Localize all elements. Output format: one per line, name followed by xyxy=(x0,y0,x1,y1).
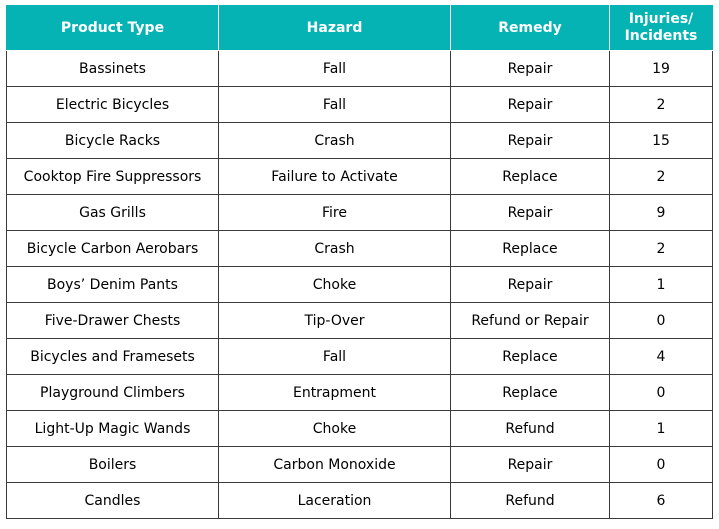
header-hazard xyxy=(219,6,451,51)
injuries-cell: 19 xyxy=(610,51,713,87)
table-row xyxy=(7,231,713,267)
table-body xyxy=(7,51,713,519)
table-row xyxy=(7,447,713,483)
remedy-cell: Repair xyxy=(451,123,610,159)
header-product-type xyxy=(7,6,219,51)
product-type-cell: Bassinets xyxy=(7,51,219,87)
injuries-cell: 2 xyxy=(610,231,713,267)
remedy-cell: Replace xyxy=(451,231,610,267)
remedy-cell: Replace xyxy=(451,339,610,375)
hazard-cell: Tip-Over xyxy=(219,303,451,339)
injuries-cell: 0 xyxy=(610,375,713,411)
hazard-cell: Choke xyxy=(219,267,451,303)
injuries-cell: 0 xyxy=(610,303,713,339)
hazard-cell: Crash xyxy=(219,123,451,159)
product-type-cell: Playground Climbers xyxy=(7,375,219,411)
table-row xyxy=(7,159,713,195)
product-type-cell: Gas Grills xyxy=(7,195,219,231)
remedy-cell: Refund or Repair xyxy=(451,303,610,339)
recall-table xyxy=(6,5,713,519)
hazard-cell: Choke xyxy=(219,411,451,447)
hazard-cell: Fall xyxy=(219,87,451,123)
table-row xyxy=(7,267,713,303)
hazard-cell: Entrapment xyxy=(219,375,451,411)
injuries-cell: 9 xyxy=(610,195,713,231)
hazard-cell: Crash xyxy=(219,231,451,267)
hazard-cell: Laceration xyxy=(219,483,451,519)
header-product-type-label: Product Type xyxy=(60,19,165,36)
injuries-cell: 2 xyxy=(610,87,713,123)
remedy-cell: Repair xyxy=(451,51,610,87)
table-row xyxy=(7,303,713,339)
product-type-cell: Bicycles and Framesets xyxy=(7,339,219,375)
header-injuries-label-line2: Incidents xyxy=(624,28,698,44)
product-type-cell: Five-Drawer Chests xyxy=(7,303,219,339)
product-type-cell: Cooktop Fire Suppressors xyxy=(7,159,219,195)
product-type-cell: Electric Bicycles xyxy=(7,87,219,123)
injuries-cell: 2 xyxy=(610,159,713,195)
remedy-cell: Refund xyxy=(451,411,610,447)
remedy-cell: Replace xyxy=(451,375,610,411)
hazard-cell: Fall xyxy=(219,339,451,375)
recall-table-container xyxy=(6,5,713,519)
hazard-cell: Fall xyxy=(219,51,451,87)
injuries-cell: 0 xyxy=(610,447,713,483)
remedy-cell: Refund xyxy=(451,483,610,519)
table-row xyxy=(7,123,713,159)
product-type-cell: Light-Up Magic Wands xyxy=(7,411,219,447)
injuries-cell: 1 xyxy=(610,411,713,447)
hazard-cell: Failure to Activate xyxy=(219,159,451,195)
header-injuries-incidents xyxy=(610,6,713,51)
remedy-cell: Replace xyxy=(451,159,610,195)
table-row xyxy=(7,51,713,87)
product-type-cell: Boys’ Denim Pants xyxy=(7,267,219,303)
product-type-cell: Boilers xyxy=(7,447,219,483)
header-remedy-label: Remedy xyxy=(498,19,562,36)
remedy-cell: Repair xyxy=(451,267,610,303)
injuries-cell: 15 xyxy=(610,123,713,159)
remedy-cell: Repair xyxy=(451,447,610,483)
product-type-cell: Candles xyxy=(7,483,219,519)
remedy-cell: Repair xyxy=(451,195,610,231)
table-row xyxy=(7,375,713,411)
header-row xyxy=(7,6,713,51)
remedy-cell: Repair xyxy=(451,87,610,123)
product-type-cell: Bicycle Carbon Aerobars xyxy=(7,231,219,267)
table-row xyxy=(7,339,713,375)
table-row xyxy=(7,195,713,231)
injuries-cell: 4 xyxy=(610,339,713,375)
hazard-cell: Carbon Monoxide xyxy=(219,447,451,483)
table-row xyxy=(7,483,713,519)
table-row xyxy=(7,411,713,447)
table-row xyxy=(7,87,713,123)
injuries-cell: 1 xyxy=(610,267,713,303)
hazard-cell: Fire xyxy=(219,195,451,231)
header-hazard-label: Hazard xyxy=(306,19,363,36)
header-remedy xyxy=(451,6,610,51)
header-injuries-label-line1: Injuries/ xyxy=(628,11,694,27)
product-type-cell: Bicycle Racks xyxy=(7,123,219,159)
injuries-cell: 6 xyxy=(610,483,713,519)
